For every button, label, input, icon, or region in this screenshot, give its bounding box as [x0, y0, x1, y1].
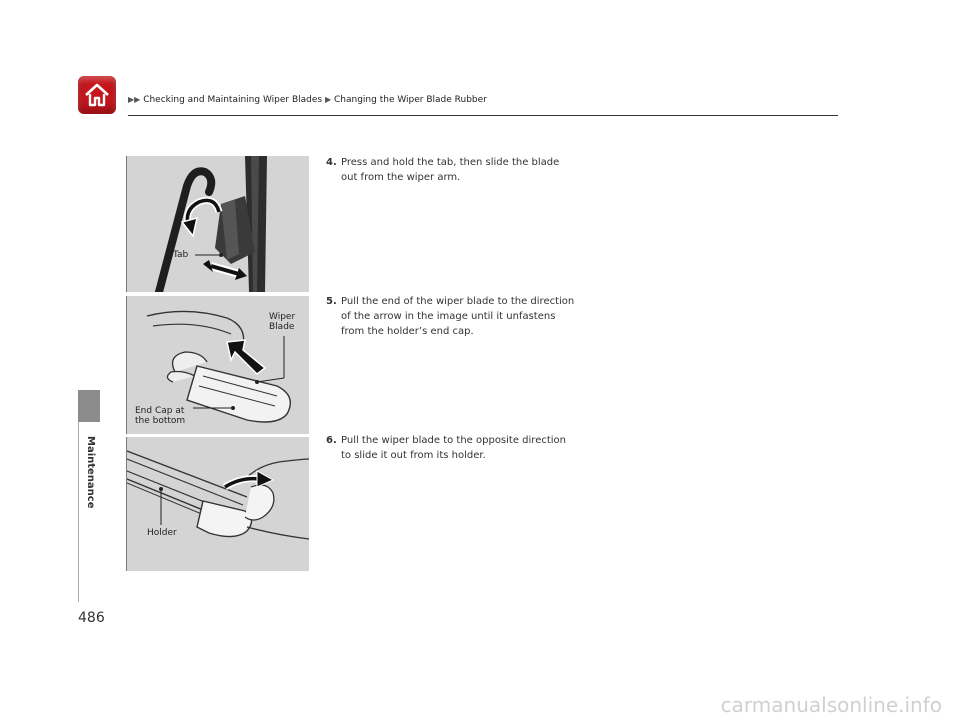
- breadcrumb-arrow-icon: ▶▶: [128, 95, 141, 104]
- wiper-arm-illustration: [127, 156, 309, 292]
- section-label: Maintenance: [85, 436, 96, 509]
- breadcrumb-arrow-icon: ▶: [324, 95, 332, 104]
- step-text: Pull the end of the wiper blade to the direction of the arrow in the image until it unfastens from the holder’s end cap.: [341, 296, 575, 337]
- figure-wiper-end-cap: [126, 296, 309, 434]
- step-4: [326, 155, 576, 185]
- figure-wiper-holder: [126, 437, 309, 571]
- callout-holder: Holder: [147, 528, 177, 538]
- callout-end-cap-line2: the bottom: [135, 416, 186, 426]
- callout-end-cap-line1: End Cap at: [135, 406, 185, 416]
- figure-wiper-arm-tab: [126, 156, 309, 292]
- step-text: Press and hold the tab, then slide the blade out from the wiper arm.: [341, 157, 560, 183]
- header-divider: [128, 115, 838, 116]
- step-5: [326, 294, 576, 339]
- page-number: 486: [78, 610, 105, 626]
- step-number: 5.: [326, 296, 337, 307]
- callout-wiper-blade-line2: Blade: [269, 322, 295, 332]
- step-number: 4.: [326, 157, 337, 168]
- home-button[interactable]: [78, 76, 116, 114]
- step-number: 6.: [326, 435, 337, 446]
- callout-wiper-blade-line1: Wiper: [269, 312, 296, 322]
- home-icon: [83, 81, 111, 109]
- step-text: Pull the wiper blade to the opposite direction to slide it out from its holder.: [341, 435, 566, 461]
- section-divider: [78, 422, 79, 602]
- breadcrumb-item[interactable]: Changing the Wiper Blade Rubber: [334, 95, 487, 105]
- breadcrumb-item[interactable]: Checking and Maintaining Wiper Blades: [143, 95, 323, 105]
- watermark: carmanualsonline.info: [720, 693, 942, 717]
- section-tab: [78, 390, 100, 422]
- step-6: [326, 433, 576, 463]
- callout-tab: Tab: [173, 250, 189, 260]
- wiper-holder-illustration: [127, 437, 309, 571]
- breadcrumb: [128, 95, 487, 105]
